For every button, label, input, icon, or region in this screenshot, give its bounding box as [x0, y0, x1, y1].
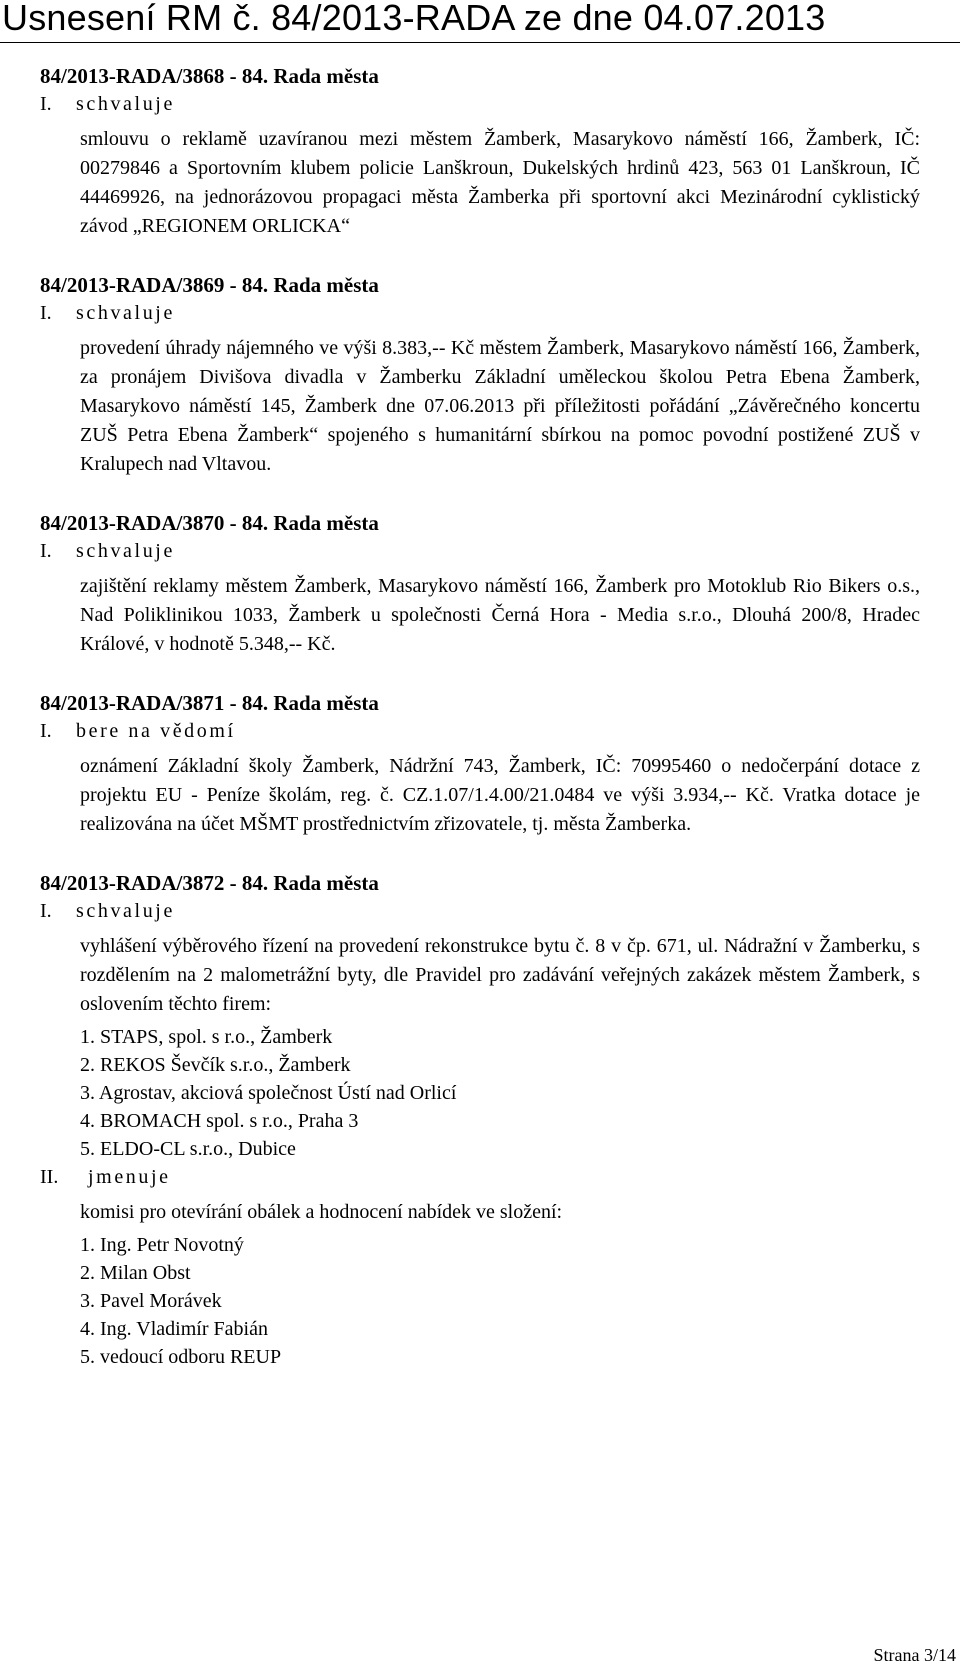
header-divider — [0, 42, 960, 43]
resolution-heading: 84/2013-RADA/3869 - 84. Rada města — [40, 273, 379, 297]
resolution-action — [40, 897, 920, 926]
action-verb: schvaluje — [76, 302, 175, 324]
action-number: I. — [40, 900, 52, 922]
list-item: 1. Ing. Petr Novotný — [80, 1234, 244, 1256]
resolution-action — [40, 537, 920, 566]
action-verb: schvaluje — [76, 93, 175, 115]
action-number: I. — [40, 720, 52, 742]
list-item: 5. vedoucí odboru REUP — [80, 1346, 282, 1368]
action-verb: schvaluje — [76, 540, 175, 562]
action-number: II. — [40, 1166, 59, 1188]
list-item: 5. ELDO-CL s.r.o., Dubice — [80, 1138, 296, 1160]
resolution-action — [40, 299, 920, 328]
list-item: 3. Agrostav, akciová společnost Ústí nad Orlicí — [80, 1082, 457, 1104]
resolution-3869 — [40, 271, 920, 479]
action-number: I. — [40, 93, 52, 115]
committee-list — [80, 1231, 920, 1371]
resolution-action — [40, 90, 920, 119]
resolution-3872 — [40, 869, 920, 1371]
resolution-3870 — [40, 509, 920, 659]
resolution-3868 — [40, 62, 920, 241]
action-verb: schvaluje — [76, 900, 175, 922]
action-text: komisi pro otevírání obálek a hodnocení nabídek ve složení: — [80, 1201, 563, 1223]
action-text: vyhlášení výběrového řízení na provedení rekonstrukce bytu č. 8 v čp. 671, ul. Nádražní v Žamberku, s rozdělením na 2 malometrážní byty, dle Pravidel pro zadávání veřejných zakázek městem Žamberk, s oslovením těchto firem: — [80, 935, 920, 1015]
page-number: Strana 3/14 — [873, 1645, 956, 1665]
action-text: zajištění reklamy městem Žamberk, Masarykovo náměstí 166, Žamberk pro Motoklub Rio Bikers o.s., Nad Poliklinikou 1033, Žamberk u společnosti Černá Hora - Media s.r.o., Dlouhá 200/8, Hradec Králové, v hodnotě 5.348,-- Kč. — [80, 575, 920, 655]
list-item: 2. Milan Obst — [80, 1262, 191, 1284]
action-text: smlouvu o reklamě uzavíranou mezi městem Žamberk, Masarykovo náměstí 166, Žamberk, IČ: 00279846 a Sportovním klubem policie Lanškroun, Dukelských hrdinů 423, 563 01 Lanškroun, IČ 44469926, na jednorázovou propagaci města Žamberka při sportovní akci Mezinárodní cyklistický závod „REGIONEM ORLICKA“ — [80, 128, 920, 237]
document-body — [40, 62, 920, 1401]
resolution-action — [40, 1163, 920, 1192]
action-number: I. — [40, 302, 52, 324]
list-item: 3. Pavel Morávek — [80, 1290, 222, 1312]
resolution-3871 — [40, 689, 920, 839]
resolution-heading: 84/2013-RADA/3870 - 84. Rada města — [40, 511, 379, 535]
list-item: 4. Ing. Vladimír Fabián — [80, 1318, 268, 1340]
resolution-action — [40, 717, 920, 746]
action-text: provedení úhrady nájemného ve výši 8.383,-- Kč městem Žamberk, Masarykovo náměstí 166, Žamberk, za pronájem Divišova divadla v Žamberku Základní uměleckou školou Petra Ebena Žamberk, Masarykovo náměstí 145, Žamberk dne 07.06.2013 při příležitosti pořádání „Závěrečného koncertu ZUŠ Petra Ebena Žamberk“ spojeného s humanitární sbírkou na pomoc povodní postižené ZUŠ v Kralupech nad Vltavou. — [80, 337, 920, 475]
action-verb: bere na vědomí — [76, 720, 236, 742]
list-item: 1. STAPS, spol. s r.o., Žamberk — [80, 1026, 333, 1048]
firm-list — [80, 1023, 920, 1163]
document-title: Usnesení RM č. 84/2013-RADA ze dne 04.07.2013 — [2, 0, 826, 38]
resolution-heading: 84/2013-RADA/3871 - 84. Rada města — [40, 691, 379, 715]
action-verb: jmenuje — [88, 1166, 171, 1188]
action-number: I. — [40, 540, 52, 562]
list-item: 4. BROMACH spol. s r.o., Praha 3 — [80, 1110, 359, 1132]
resolution-heading: 84/2013-RADA/3872 - 84. Rada města — [40, 871, 379, 895]
action-text: oznámení Základní školy Žamberk, Nádržní 743, Žamberk, IČ: 70995460 o nedočerpání dotace z projektu EU - Peníze školám, reg. č. CZ.1.07/1.4.00/21.0484 ve výši 3.934,-- Kč. Vratka dotace je realizována na účet MŠMT prostřednictvím zřizovatele, tj. města Žamberka. — [80, 755, 920, 835]
list-item: 2. REKOS Ševčík s.r.o., Žamberk — [80, 1054, 351, 1076]
resolution-heading: 84/2013-RADA/3868 - 84. Rada města — [40, 64, 379, 88]
